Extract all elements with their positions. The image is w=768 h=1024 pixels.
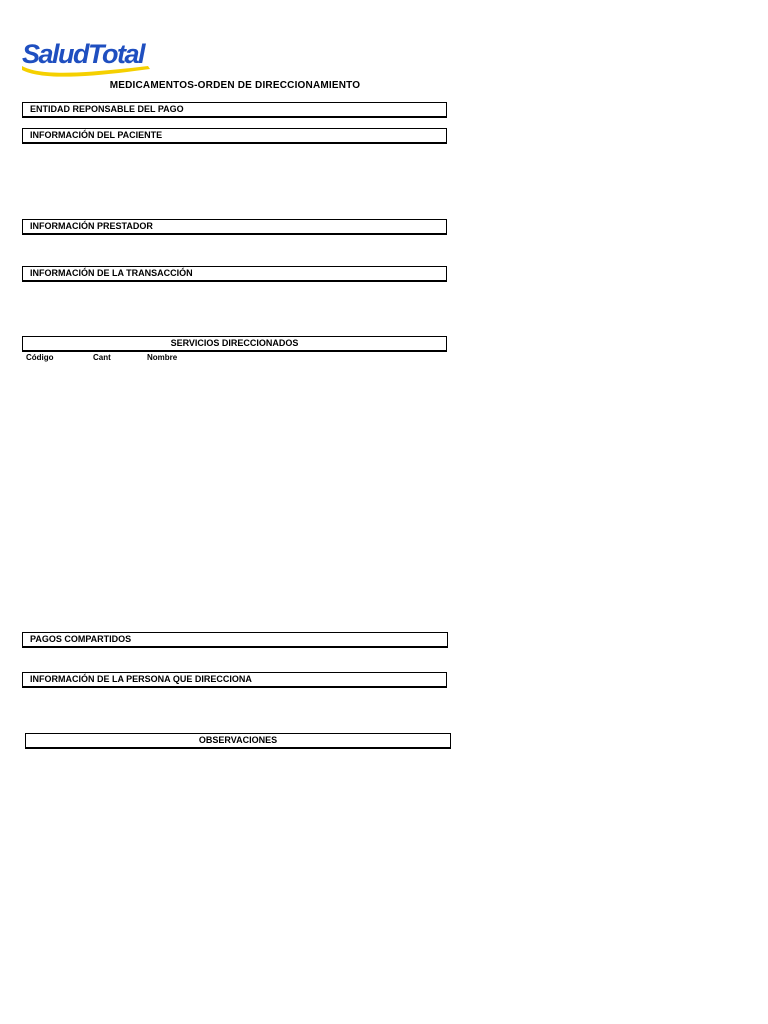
section-persona-direcciona: INFORMACIÓN DE LA PERSONA QUE DIRECCIONA xyxy=(22,672,447,688)
section-informacion-transaccion: INFORMACIÓN DE LA TRANSACCIÓN xyxy=(22,266,447,282)
section-observaciones: OBSERVACIONES xyxy=(25,733,451,749)
logo-text: SaludTotal xyxy=(22,39,145,69)
section-informacion-paciente: INFORMACIÓN DEL PACIENTE xyxy=(22,128,447,144)
section-informacion-prestador: INFORMACIÓN PRESTADOR xyxy=(22,219,447,235)
column-header-codigo: Código xyxy=(26,353,54,362)
section-servicios-direccionados: SERVICIOS DIRECCIONADOS xyxy=(22,336,447,352)
column-header-nombre: Nombre xyxy=(147,353,178,362)
section-entidad-responsable: ENTIDAD REPONSABLE DEL PAGO xyxy=(22,102,447,118)
salud-total-logo xyxy=(20,36,160,80)
section-pagos-compartidos: PAGOS COMPARTIDOS xyxy=(22,632,448,648)
column-header-cant: Cant xyxy=(93,353,111,362)
document-title: MEDICAMENTOS-ORDEN DE DIRECCIONAMIENTO xyxy=(109,80,361,91)
